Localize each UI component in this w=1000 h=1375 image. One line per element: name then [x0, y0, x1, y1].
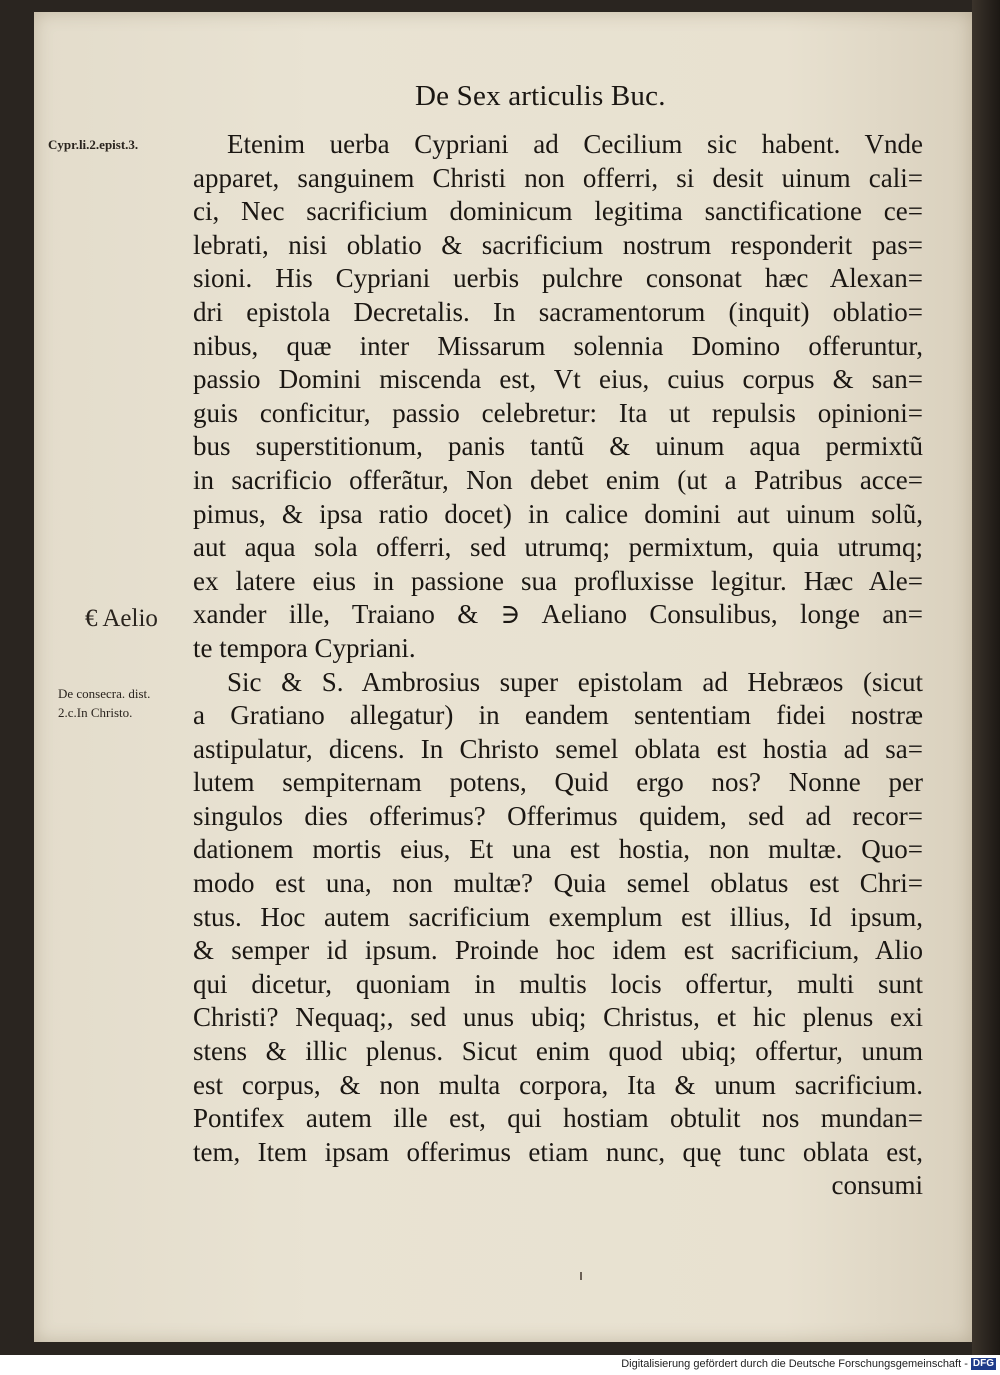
text-line: lebrati, nisi oblatio & sacrificium nostrum responderit pas=: [193, 229, 923, 260]
text-line: aut aqua sola offerri, sed utrumq; permixtum, quia utrumq;: [193, 532, 923, 563]
text-line: passio Domini miscenda est, Vt eius, cuius corpus & san=: [193, 364, 923, 395]
text-line: ci, Nec sacrificium dominicum legitima sanctificatione ce=: [193, 196, 923, 227]
text-line: sioni. His Cypriani uerbis pulchre consonat hæc Alexan=: [193, 263, 923, 294]
text-line: nibus, quæ inter Missarum solennia Domino offeruntur,: [193, 330, 923, 361]
text-line: Christi? Nequaq;, sed unus ubiq; Christus, et hic plenus exi: [193, 1002, 923, 1033]
text-line: stens & illic plenus. Sicut enim quod ubiq; offertur, unum: [193, 1036, 923, 1067]
main-text: [193, 128, 923, 1203]
text-line: bus superstitionum, panis tantũ & uinum aqua permixtũ: [193, 431, 923, 462]
text-line: modo est una, non multæ? Quia semel oblatus est Chri=: [193, 868, 923, 899]
dfg-logo: DFG: [972, 1358, 994, 1370]
text-line: apparet, sanguinem Christi non offerri, si desit uinum cali=: [193, 162, 923, 193]
ink-speck: [580, 1272, 582, 1280]
text-line: lutem sempiternam potens, Quid ergo nos? Nonne per: [193, 767, 923, 798]
text-line: Sic & S. Ambrosius super epistolam ad Hebræos (sicut: [227, 666, 923, 697]
running-head: De Sex articulis Buc.: [415, 80, 666, 112]
footer-credit: Digitalisierung gefördert durch die Deutsche Forschungsgemeinschaft -: [621, 1358, 968, 1370]
text-line: & semper id ipsum. Proinde hoc idem est sacrificium, Alio: [193, 935, 923, 966]
text-line: Etenim uerba Cypriani ad Cecilium sic habent. Vnde: [227, 129, 923, 159]
marginal-note-line: De consecra. dist.: [58, 686, 151, 701]
text-line: qui dicetur, quoniam in multis locis offertur, multi sunt: [193, 968, 923, 999]
book-spine: [972, 0, 1000, 1355]
text-line: astipulatur, dicens. In Christo semel oblata est hostia ad sa=: [193, 733, 923, 764]
text-line: in sacrificio offerãtur, Non debet enim (ut a Patribus acce=: [193, 464, 923, 495]
marginal-note-aelio: € Aelio: [85, 605, 158, 632]
marginal-note-cyprian: Cypr.li.2.epist.3.: [48, 137, 139, 152]
marginal-note-line: 2.c.In Christo.: [58, 705, 133, 720]
text-line: singulos dies offerimus? Offerimus quidem, sed ad recor=: [193, 800, 923, 831]
text-line: dri epistola Decretalis. In sacramentorum (inquit) oblatio=: [193, 296, 923, 327]
text-line: a Gratiano allegatur) in eandem sententiam fidei nostræ: [193, 700, 923, 731]
text-line: ex latere eius in passione sua profluxisse legitur. Hæc Ale=: [193, 565, 923, 596]
text-line: xander ille, Traiano & ∋ Aeliano Consulibus, longe an=: [193, 599, 923, 630]
text-line: tem, Item ipsam offerimus etiam nunc, quę tunc oblata est,: [193, 1136, 923, 1167]
text-line: dationem mortis eius, Et una est hostia, non multæ. Quo=: [193, 834, 923, 865]
marginal-note-de-consecratione: [58, 684, 150, 722]
text-line: te tempora Cypriani.: [193, 632, 416, 663]
text-line: est corpus, & non multa corpora, Ita & unum sacrificium.: [193, 1069, 923, 1100]
text-line: stus. Hoc autem sacrificium exemplum est illius, Id ipsum,: [193, 901, 923, 932]
text-line: Pontifex autem ille est, qui hostiam obtulit nos mundan=: [193, 1103, 923, 1134]
text-line: pimus, & ipsa ratio docet) in calice domini aut uinum solũ,: [193, 498, 923, 529]
text-line: guis conficitur, passio celebretur: Ita ut repulsis opinioni=: [193, 397, 923, 428]
catchword: consumi: [831, 1170, 923, 1201]
digitization-footer: [600, 1358, 996, 1370]
